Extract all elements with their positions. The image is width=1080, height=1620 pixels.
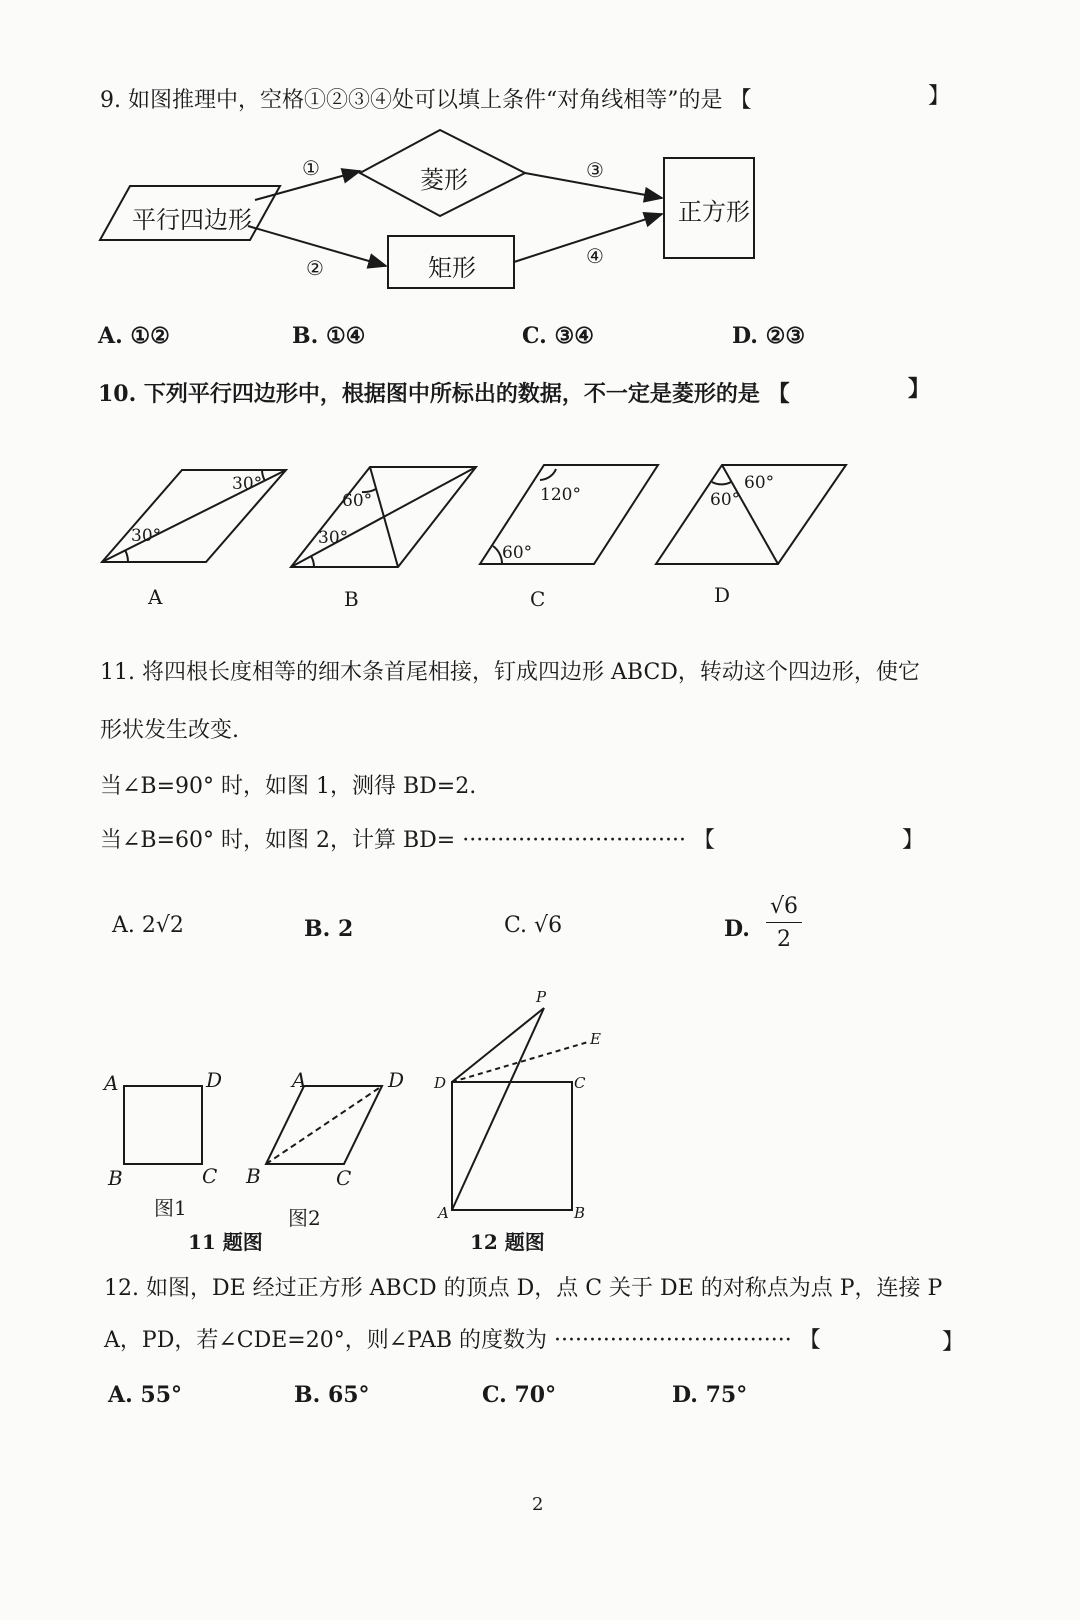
q11-opt-c: C. √6 bbox=[504, 913, 563, 938]
flow-bottom-label: 矩形 bbox=[428, 254, 476, 282]
q12-opt-a: A. 55° bbox=[108, 1382, 183, 1408]
q9-opt-c: C. ③④ bbox=[522, 323, 594, 349]
q12-stem-line2: A，PD，若∠CDE=20°，则∠PAB 的度数为 ·································· 【 bbox=[104, 1328, 821, 1353]
flow-top-label: 菱形 bbox=[420, 166, 468, 194]
q11-line4: 当∠B=60° 时，如图 2，计算 BD= ································ 【 bbox=[100, 828, 716, 853]
q12-stem-line1: 12. 如图，DE 经过正方形 ABCD 的顶点 D，点 C 关于 DE 的对称点为点 P，连接 P bbox=[104, 1276, 943, 1301]
q11-opt-d-den: 2 bbox=[777, 927, 791, 952]
flow-c1: ① bbox=[302, 156, 320, 180]
q11-stem-line1: 11. 将四根长度相等的细木条首尾相接，钉成四边形 ABCD，转动这个四边形，使它 bbox=[100, 660, 920, 685]
fig-b-label: B bbox=[344, 587, 359, 611]
page-number: 2 bbox=[532, 1494, 544, 1515]
flow-c2: ② bbox=[306, 256, 324, 280]
q11-stem-line2: 形状发生改变. bbox=[100, 718, 239, 743]
fig-b-angle-1: 60° bbox=[342, 491, 373, 511]
fig2-B: B bbox=[246, 1164, 261, 1188]
q12-P: P bbox=[536, 988, 547, 1006]
q9-opt-a: A. ①② bbox=[98, 323, 170, 349]
q11-opt-a: A. 2√2 bbox=[112, 913, 184, 938]
fig1-caption: 图1 bbox=[154, 1196, 187, 1220]
q12-line-pa bbox=[452, 1008, 544, 1210]
flow-end-label: 正方形 bbox=[678, 198, 750, 226]
fig1-A: A bbox=[104, 1071, 119, 1095]
flow-c4: ④ bbox=[586, 244, 604, 268]
q12-square bbox=[452, 1082, 572, 1210]
q11-opt-d-key: D. bbox=[724, 916, 750, 942]
q12-C: C bbox=[574, 1074, 586, 1092]
fig2-A: A bbox=[292, 1068, 307, 1092]
q12-opt-c: C. 70° bbox=[482, 1382, 557, 1408]
fig-b-angle-2: 30° bbox=[318, 528, 349, 548]
flow-c3: ③ bbox=[586, 158, 604, 182]
fig-c-label: C bbox=[530, 587, 546, 611]
q11-line3: 当∠B=90° 时，如图 1，测得 BD=2. bbox=[100, 774, 477, 799]
fig2-C: C bbox=[336, 1166, 352, 1190]
fig1-B: B bbox=[108, 1166, 123, 1190]
q12-A: A bbox=[438, 1204, 449, 1222]
q9-opt-b: B. ①④ bbox=[292, 323, 366, 349]
q11-opt-b: B. 2 bbox=[304, 916, 354, 942]
fig-a-label: A bbox=[148, 585, 163, 609]
q12-B: B bbox=[574, 1204, 586, 1222]
fig2-caption: 图2 bbox=[288, 1206, 321, 1230]
fig2-D: D bbox=[388, 1068, 405, 1092]
fig-c-angle-2: 60° bbox=[502, 543, 533, 563]
flow-start-label: 平行四边形 bbox=[132, 206, 252, 234]
fig-d-angle-1: 60° bbox=[710, 490, 741, 510]
fig1-C: C bbox=[202, 1164, 218, 1188]
q11-opt-d-num: √6 bbox=[766, 896, 802, 923]
q9-stem: 9. 如图推理中，空格①②③④处可以填上条件“对角线相等”的是 【 bbox=[100, 88, 752, 113]
q10-stem: 10. 下列平行四边形中，根据图中所标出的数据，不一定是菱形的是 【 bbox=[98, 381, 790, 407]
q9-opt-d: D. ②③ bbox=[732, 323, 806, 349]
q12-D: D bbox=[434, 1074, 447, 1092]
fig-d-label: D bbox=[714, 583, 731, 607]
fig-c-angle-1: 120° bbox=[540, 485, 581, 505]
fig-a-angle-1: 30° bbox=[232, 474, 263, 494]
q11-caption: 11 题图 bbox=[188, 1230, 263, 1254]
q9-bracket-close: 】 bbox=[928, 84, 951, 109]
q12-opt-d: D. 75° bbox=[672, 1382, 748, 1408]
fig-d-angle-2: 60° bbox=[744, 473, 775, 493]
fig1-D: D bbox=[206, 1068, 223, 1092]
q12-bracket-close: 】 bbox=[942, 1330, 965, 1355]
q11-bracket-close: 】 bbox=[902, 828, 925, 853]
q12-opt-b: B. 65° bbox=[294, 1382, 370, 1408]
q12-caption: 12 题图 bbox=[470, 1230, 545, 1254]
fig-a-angle-2: 30° bbox=[131, 526, 162, 546]
q12-E: E bbox=[590, 1030, 601, 1048]
q10-bracket-close: 】 bbox=[908, 376, 931, 402]
q12-line-pd bbox=[452, 1008, 544, 1082]
